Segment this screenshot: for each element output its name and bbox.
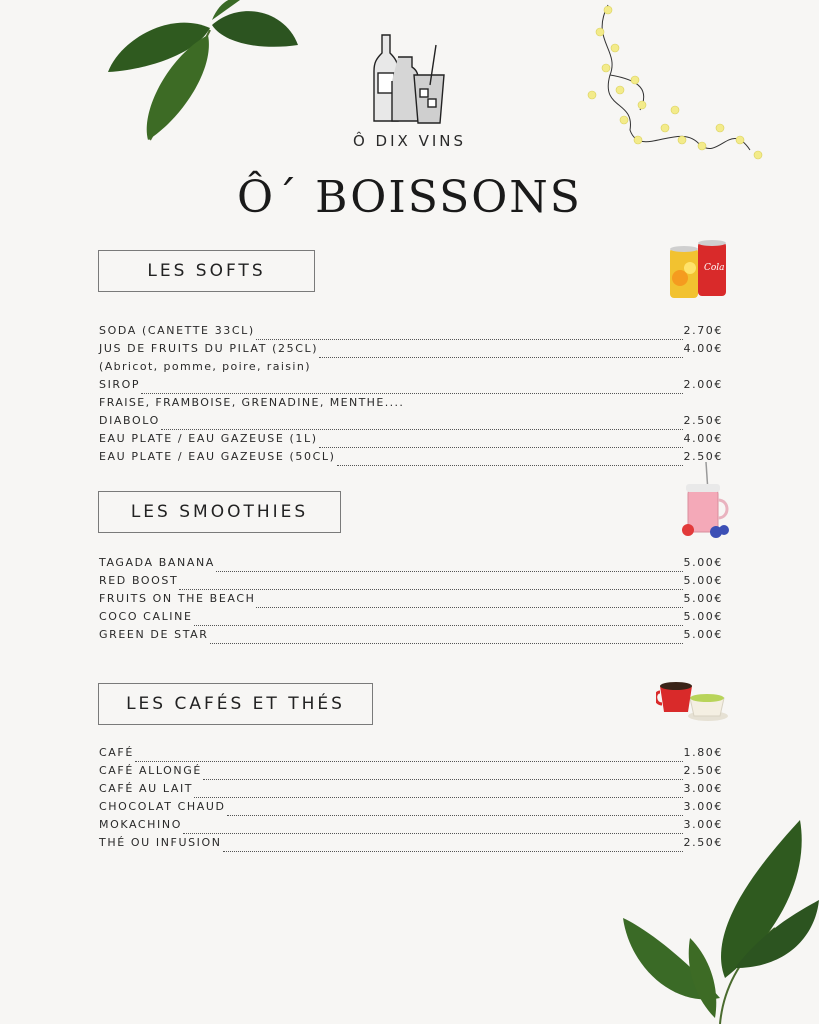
menu-item-name: COCO CALINE <box>99 610 193 623</box>
leader-dots <box>319 439 683 448</box>
soda-cans-icon <box>668 238 730 302</box>
menu-item <box>99 782 723 800</box>
menu-item <box>99 592 723 610</box>
menu-item-name: THÉ OU INFUSION <box>99 836 222 849</box>
leader-dots <box>223 843 683 852</box>
svg-text:Cola: Cola <box>704 263 725 273</box>
menu-item-name: (Abricot, pomme, poire, raisin) <box>99 360 311 373</box>
leader-dots <box>141 385 682 394</box>
leader-dots <box>319 349 682 358</box>
leader-dots <box>256 331 683 340</box>
leader-dots <box>194 617 683 626</box>
menu-item-name: TAGADA BANANA <box>99 556 215 569</box>
menu-item-price: 3.00€ <box>683 818 723 831</box>
menu-item-name: EAU PLATE / EAU GAZEUSE (50CL) <box>99 450 336 463</box>
page-title: Ô´ BOISSONS <box>237 172 582 223</box>
menu-item <box>99 556 723 574</box>
menu-item-name: EAU PLATE / EAU GAZEUSE (1L) <box>99 432 318 445</box>
menu-item-name: RED BOOST <box>99 574 179 587</box>
menu-item-price: 5.00€ <box>683 610 723 623</box>
menu-item-price: 4.00€ <box>683 432 723 445</box>
menu-item-price: 1.80€ <box>683 746 723 759</box>
menu-item <box>99 378 723 396</box>
menu-item <box>99 746 723 764</box>
menu-item <box>99 396 723 414</box>
menu-item-name: DIABOLO <box>99 414 160 427</box>
coffee-cups-icon <box>656 678 730 724</box>
menu-item <box>99 360 723 378</box>
menu-item-price: 2.50€ <box>683 414 723 427</box>
menu-item <box>99 764 723 782</box>
menu-item <box>99 324 723 342</box>
bottle-glass-sketch-icon <box>370 33 450 125</box>
menu-item <box>99 342 723 360</box>
menu-item-price: 3.00€ <box>683 800 723 813</box>
menu-item-name: CAFÉ <box>99 746 134 759</box>
menu-item <box>99 800 723 818</box>
menu-item <box>99 414 723 432</box>
menu-item-price: 4.00€ <box>683 342 723 355</box>
menu-item-price: 2.00€ <box>683 378 723 391</box>
menu-item <box>99 450 723 468</box>
section-header-cafes: LES CAFÉS ET THÉS <box>98 683 373 725</box>
menu-item <box>99 628 723 646</box>
menu-item <box>99 610 723 628</box>
leader-dots <box>227 807 683 816</box>
menu-item-price: 3.00€ <box>683 782 723 795</box>
menu-item-name: FRAISE, FRAMBOISE, GRENADINE, MENTHE.... <box>99 396 405 409</box>
menu-item-name: CAFÉ ALLONGÉ <box>99 764 202 777</box>
menu-item-name: SODA (CANETTE 33CL) <box>99 324 255 337</box>
menu-item-name: GREEN DE STAR <box>99 628 209 641</box>
menu-item-name: CHOCOLAT CHAUD <box>99 800 226 813</box>
menu-item-price: 5.00€ <box>683 556 723 569</box>
menu-item-price: 5.00€ <box>683 628 723 641</box>
leader-dots <box>216 563 683 572</box>
smoothie-jar-icon <box>678 462 732 540</box>
menu-item-name: SIROP <box>99 378 141 391</box>
brand-name: Ô DIX VINS <box>352 132 467 150</box>
section-header-smoothies: LES SMOOTHIES <box>98 491 341 533</box>
menu-item <box>99 432 723 450</box>
leaves-icon <box>100 0 300 145</box>
leader-dots <box>256 599 682 608</box>
softs-list <box>99 324 723 468</box>
menu-item-price: 5.00€ <box>683 592 723 605</box>
leader-dots <box>210 635 683 644</box>
smoothies-list <box>99 556 723 646</box>
menu-item-price: 5.00€ <box>683 574 723 587</box>
menu-item-price: 2.50€ <box>683 764 723 777</box>
section-header-softs: LES SOFTS <box>98 250 315 292</box>
menu-item-name: MOKACHINO <box>99 818 182 831</box>
menu-item-price: 2.70€ <box>683 324 723 337</box>
leader-dots <box>337 457 683 466</box>
leaves-icon <box>615 818 819 1024</box>
leader-dots <box>179 581 682 590</box>
leader-dots <box>161 421 683 430</box>
menu-item-price: 2.50€ <box>683 836 723 849</box>
menu-item-name: FRUITS ON THE BEACH <box>99 592 256 605</box>
leader-dots <box>183 825 683 834</box>
leader-dots <box>203 771 683 780</box>
menu-item <box>99 574 723 592</box>
leader-dots <box>135 753 683 762</box>
menu-item-name: CAFÉ AU LAIT <box>99 782 194 795</box>
menu-item-price: 2.50€ <box>683 450 723 463</box>
leader-dots <box>194 789 682 798</box>
menu-item-name: JUS DE FRUITS DU PILAT (25CL) <box>99 342 319 355</box>
